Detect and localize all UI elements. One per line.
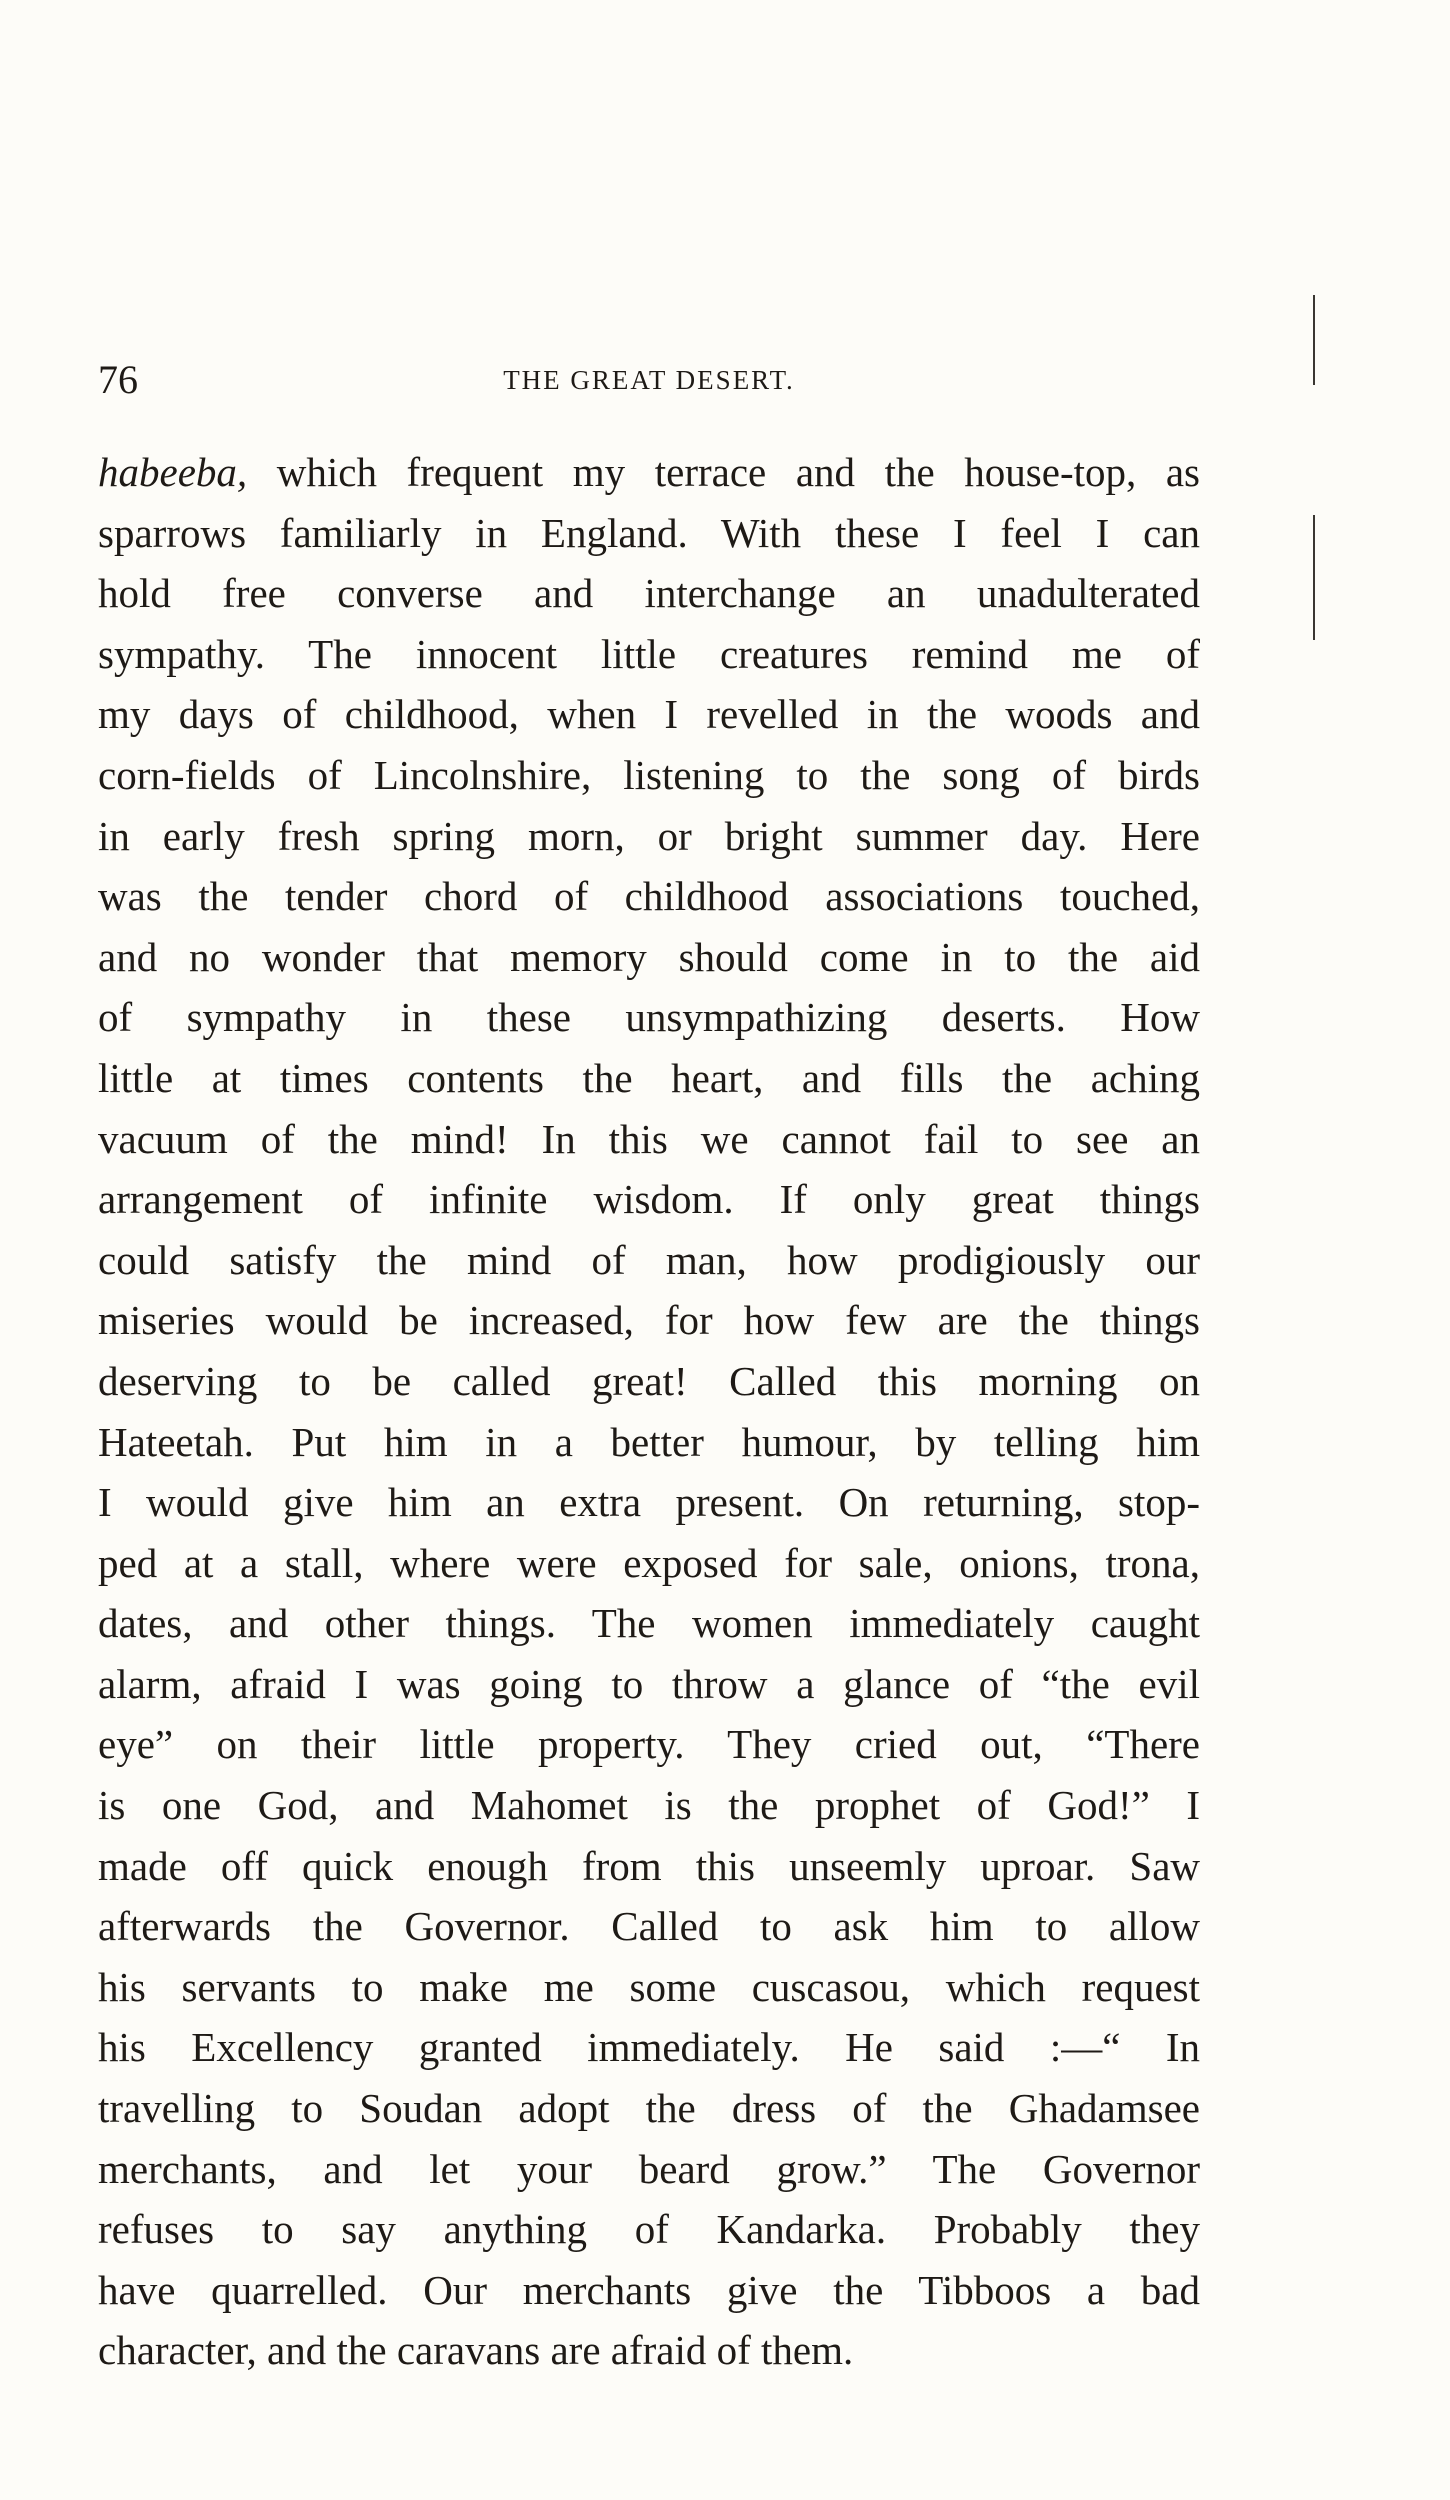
- text-line: Hateetah. Put him in a better humour, by telling him: [98, 1418, 1200, 1465]
- text-line: in early fresh spring morn, or bright summer day. Here: [98, 812, 1200, 859]
- text-line: his Excellency granted immediately. He said :—“ In: [98, 2024, 1200, 2071]
- text-line: travelling to Soudan adopt the dress of the Ghadamsee: [98, 2085, 1200, 2132]
- text-line: sparrows familiarly in England. With these I feel I can: [98, 509, 1200, 556]
- text-line: my days of childhood, when I revelled in the woods and: [98, 691, 1200, 738]
- text-line: little at times contents the heart, and fills the aching: [98, 1054, 1200, 1101]
- text-line: merchants, and let your beard grow.” The Governor: [98, 2145, 1200, 2192]
- text-line: deserving to be called great! Called this morning on: [98, 1357, 1200, 1404]
- scan-edge-mark: [1313, 295, 1315, 385]
- running-head: [98, 354, 1200, 406]
- italic-word: habeeba,: [98, 449, 248, 495]
- text-line: corn-fields of Lincolnshire, listening to the song of birds: [98, 751, 1200, 798]
- text-line: of sympathy in these unsympathizing deserts. How: [98, 994, 1200, 1041]
- text-line: refuses to say anything of Kandarka. Probably they: [98, 2206, 1200, 2253]
- page-number: 76: [98, 357, 138, 402]
- text-line: have quarrelled. Our merchants give the Tibboos a bad: [98, 2266, 1200, 2313]
- text-line: his servants to make me some cuscasou, which request: [98, 1963, 1200, 2010]
- text-line: afterwards the Governor. Called to ask him to allow: [98, 1903, 1200, 1950]
- text-line: is one God, and Mahomet is the prophet of God!” I: [98, 1782, 1200, 1829]
- text-line: dates, and other things. The women immediately caught: [98, 1600, 1200, 1647]
- text-line: made off quick enough from this unseemly uproar. Saw: [98, 1842, 1200, 1889]
- text-line: sympathy. The innocent little creatures remind me of: [98, 630, 1200, 677]
- text-line: and no wonder that memory should come in to the aid: [98, 933, 1200, 980]
- running-title: THE GREAT DESERT.: [503, 365, 795, 395]
- text-line: vacuum of the mind! In this we cannot fail to see an: [98, 1115, 1200, 1162]
- text-line: could satisfy the mind of man, how prodigiously our: [98, 1236, 1200, 1283]
- text-line: habeeba, which frequent my terrace and the house-top, as: [98, 449, 1200, 495]
- text-line: ped at a stall, where were exposed for sale, onions, trona,: [98, 1539, 1200, 1586]
- body-text: [98, 442, 1200, 2381]
- text-line: arrangement of infinite wisdom. If only great things: [98, 1176, 1200, 1223]
- scan-edge-mark: [1313, 515, 1315, 640]
- text-line: hold free converse and interchange an unadulterated: [98, 570, 1200, 617]
- text-line: miseries would be increased, for how few are the things: [98, 1297, 1200, 1344]
- text-line: was the tender chord of childhood associations touched,: [98, 873, 1200, 920]
- text-line: I would give him an extra present. On returning, stop-: [98, 1479, 1200, 1526]
- text-line: eye” on their little property. They cried out, “There: [98, 1721, 1200, 1768]
- text-line: alarm, afraid I was going to throw a glance of “the evil: [98, 1660, 1200, 1707]
- text-line: character, and the caravans are afraid of them.: [98, 2327, 854, 2374]
